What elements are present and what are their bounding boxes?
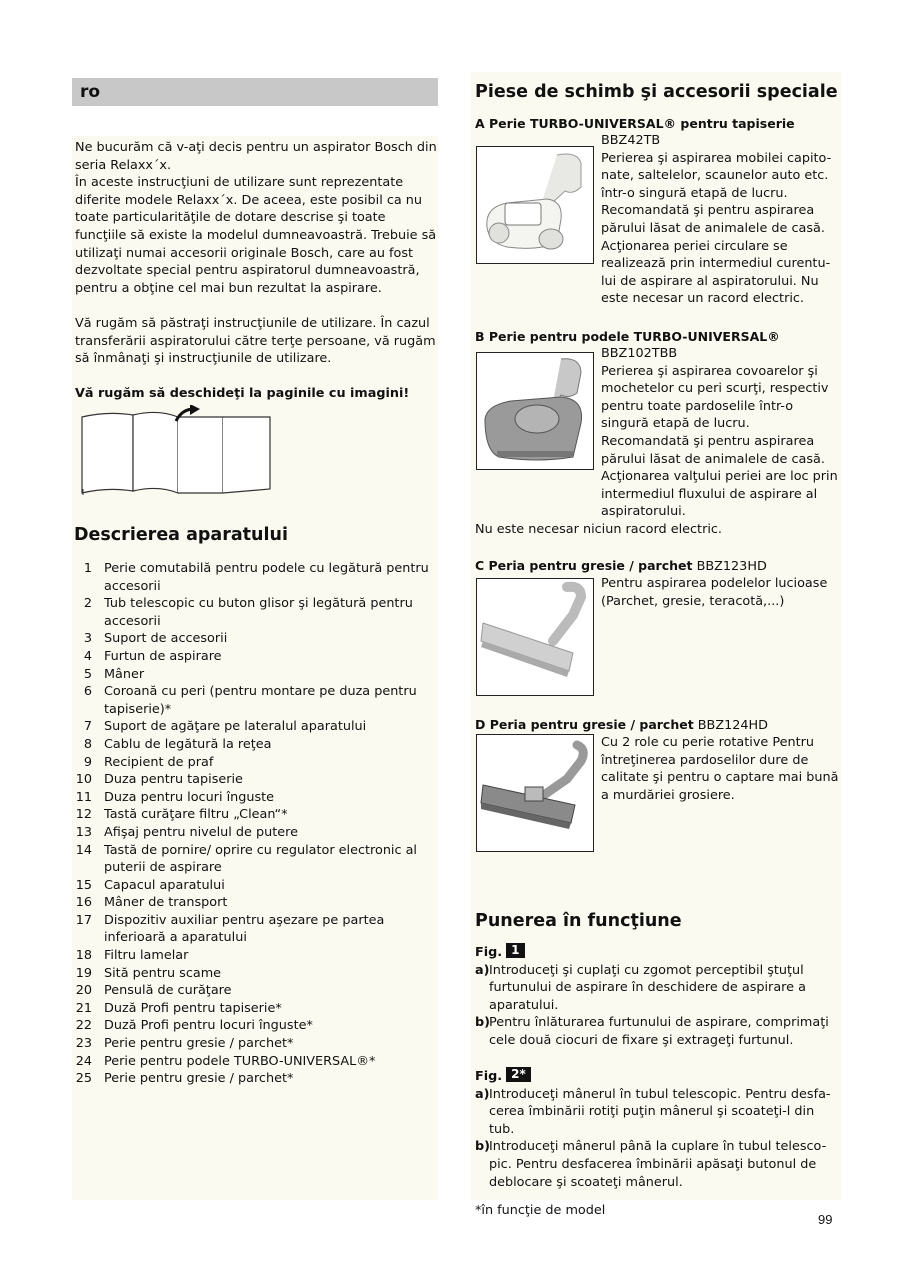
fig-label: Fig. (475, 945, 503, 960)
accessory-a-heading: A Perie TURBO-UNIVERSAL® pentru tapiserie (475, 116, 795, 131)
accessory-b-heading: B Perie pentru podele TURBO-UNIVERSAL® (475, 329, 780, 344)
accessory-c-heading: C Peria pentru gresie / parchet (475, 558, 693, 573)
list-item-text: Recipient de praf (104, 754, 214, 770)
intro-paragraph-2: În aceste instrucţiuni de utilizare sunt reprezentate diferite modele Relaxx´x. De aceea, este posibil ca nu toate particularităţile de dotare descrise şi toate funcţiile să existe la modelul dumneavoastră. Trebuie să utilizaţi numai accesorii originale Bosch, care au fost dezvoltate special pentru aspiratorul dumneavoastră, pentru a obţine cel mai bun rezultat la aspirare. (75, 175, 437, 296)
list-item (75, 1053, 437, 1071)
list-item-text: Perie pentru gresie / parchet* (104, 1036, 294, 1052)
step-label: a) (475, 1086, 490, 1102)
list-item-text: Duza pentru tapiserie (104, 772, 243, 788)
list-item-text: Suport de accesorii (104, 631, 228, 647)
list-item-number: 23 (75, 1036, 92, 1052)
accessory-b-description (601, 345, 839, 521)
accessory-a-text: Perierea şi aspirarea mobilei capito-nate, saltelelor, scaunelor auto etc. într-o singură etapă de lucru. Recomandată şi pentru aspirarea părului lăsat de animalele de casă. Acţionarea periei circulare se realizează prin intermediul curentu-lui de aspirare al aspiratorului. Nu este necesar un racord electric. (601, 150, 832, 307)
list-item-number: 24 (75, 1053, 92, 1069)
accessory-a-image (476, 146, 594, 264)
instruction-step (475, 1138, 839, 1191)
list-item-text: Duză Profi pentru locuri înguste* (104, 1018, 313, 1034)
intro-p1-text: Ne bucurăm că v-aţi decis pentru un aspirator Bosch din seria Relaxx´x. (75, 140, 437, 173)
instruction-step (475, 1086, 839, 1139)
list-item-text: Furtun de aspirare (104, 648, 222, 664)
list-item (75, 630, 437, 648)
list-item-text: Perie comutabilă pentru podele cu legătură pentru accesorii (104, 561, 429, 594)
list-item (75, 1070, 437, 1088)
list-item-number: 4 (83, 648, 92, 664)
list-item-text: Afişaj pentru nivelul de putere (104, 824, 298, 840)
list-item-text: Mâner (104, 666, 145, 682)
list-item-text: Pensulă de curăţare (104, 983, 232, 999)
list-item (75, 877, 437, 895)
description-list (75, 560, 437, 1088)
accessory-b-image (476, 352, 594, 470)
list-item (75, 718, 437, 736)
step-label: b) (475, 1015, 491, 1031)
list-item-text: Duză Profi pentru tapiserie* (104, 1000, 282, 1016)
list-item-number: 25 (75, 1071, 92, 1087)
accessory-d-image (476, 734, 594, 852)
list-item-text: Duza pentru locuri înguste (104, 789, 275, 805)
accessory-c-text: Pentru aspirarea podelelor lucioase (Parchet, gresie, teracotă,...) (601, 576, 828, 609)
list-item-number: 9 (83, 754, 92, 770)
intro-paragraph-1 (75, 139, 437, 174)
list-item (75, 789, 437, 807)
list-item-text: Suport de agăţare pe lateralul aparatului (104, 719, 367, 735)
list-item-number: 13 (75, 824, 92, 840)
step-label: a) (475, 962, 490, 978)
accessory-d-heading-line (475, 716, 768, 735)
accessory-d-text: Cu 2 role cu perie rotative Pentru întreţinerea pardoselilor dure de calitate şi pentru o captare mai bună a murdăriei grosiere. (601, 735, 839, 803)
list-item-number: 20 (75, 983, 92, 999)
list-item (75, 842, 437, 877)
list-item (75, 982, 437, 1000)
list-item-number: 1 (83, 561, 92, 576)
accessory-b-text: Perierea şi aspirarea covoarelor şi mochetelor cu peri scurţi, respectiv pentru toate pardoselile într-o singură etapă de lucru. Recomandată şi pentru aspirarea părului lăsat de animalele de casă. Acţionarea valţului periei are loc prin intermediul fluxului de aspirare al aspiratorului. (601, 363, 838, 520)
intro-section (75, 139, 437, 421)
list-item (75, 912, 437, 947)
language-tag: ro (72, 78, 438, 106)
step-label: b) (475, 1139, 491, 1155)
list-item-number: 11 (75, 789, 92, 805)
start-title: Punerea în funcţiune (475, 911, 682, 931)
list-item (75, 683, 437, 718)
list-item-text: Dispozitiv auxiliar pentru aşezare pe partea inferioară a aparatului (104, 912, 385, 946)
list-item-number: 3 (83, 631, 92, 647)
list-item-text: Capacul aparatului (104, 877, 225, 893)
list-item-text: Sită pentru scame (104, 965, 222, 981)
step-text: Pentru înlăturarea furtunului de aspirare, comprimaţi cele două ciocuri de fixare şi extrageţi furtunul. (489, 1015, 829, 1048)
list-item-text: Mâner de transport (104, 895, 228, 911)
accessory-d-code: BBZ124HD (697, 718, 769, 733)
list-item-text: Tastă curăţare filtru „Clean“* (104, 807, 288, 823)
figure-1-steps (475, 962, 839, 1050)
list-item (75, 560, 437, 595)
list-item-number: 7 (83, 719, 92, 735)
accessory-b-note: Nu este necesar niciun racord electric. (475, 522, 722, 537)
list-item-text: Tastă de pornire/ oprire cu regulator electronic al puterii de aspirare (104, 842, 417, 876)
list-item (75, 771, 437, 789)
spare-parts-title: Piese de schimb şi accesorii speciale (475, 82, 838, 102)
list-item-number: 12 (75, 807, 92, 823)
list-item (75, 736, 437, 754)
figure-2-label (475, 1067, 839, 1086)
fig-label: Fig. (475, 1069, 503, 1084)
list-item (75, 648, 437, 666)
list-item-text: Filtru lamelar (104, 948, 189, 964)
list-item (75, 824, 437, 842)
list-item-number: 15 (75, 877, 92, 893)
accessory-c-heading-line (475, 557, 767, 576)
list-item-text: Perie pentru podele TURBO-UNIVERSAL®* (104, 1053, 376, 1069)
list-item (75, 666, 437, 684)
accessory-d-heading: D Peria pentru gresie / parchet (475, 717, 694, 732)
accessory-b-code: BBZ102TBB (601, 346, 678, 361)
instruction-step (475, 962, 839, 1015)
list-item (75, 754, 437, 772)
open-book-illustration (78, 405, 278, 497)
list-item-number: 22 (75, 1018, 92, 1034)
footnote: *în funcţie de model (475, 1203, 606, 1218)
list-item (75, 1000, 437, 1018)
list-item-text: Cablu de legătură la reţea (104, 736, 272, 752)
accessory-a-code: BBZ42TB (601, 133, 661, 148)
instruction-step (475, 1014, 839, 1049)
list-item-number: 18 (75, 948, 92, 964)
list-item-number: 8 (83, 736, 92, 752)
list-item-number: 21 (75, 1000, 92, 1016)
list-item-number: 2 (83, 596, 92, 612)
list-item-number: 10 (75, 772, 92, 788)
list-item (75, 1035, 437, 1053)
list-item-number: 14 (75, 842, 92, 858)
step-text: Introduceţi mânerul până la cuplare în tubul telesco-pic. Pentru desfacerea îmbinării apăsaţi butonul de deblocare şi scoateţi mânerul. (489, 1139, 827, 1190)
accessory-c-image (476, 578, 594, 696)
list-item (75, 806, 437, 824)
figure-2-block (475, 1067, 839, 1191)
figure-1-block (475, 943, 839, 1050)
list-item-number: 16 (75, 895, 92, 911)
step-text: Introduceţi şi cuplaţi cu zgomot perceptibil ştuţul furtunului de aspirare în deschidere de aspirare a aparatului. (489, 962, 806, 1013)
list-item (75, 1017, 437, 1035)
list-item-number: 19 (75, 965, 92, 981)
figure-1-label (475, 943, 839, 962)
list-item (75, 595, 437, 630)
intro-paragraph-3: Vă rugăm să păstraţi instrucţiunile de utilizare. În cazul transferării aspiratorului către terţe persoane, vă rugăm să înmânaţi şi instrucţiunile de utilizare. (75, 315, 436, 367)
list-item-number: 17 (75, 912, 92, 928)
list-item (75, 894, 437, 912)
list-item-number: 5 (83, 666, 92, 682)
figure-1-number: 1 (506, 943, 524, 958)
list-item-number: 6 (83, 684, 92, 700)
figure-2-steps (475, 1086, 839, 1192)
description-title: Descrierea aparatului (74, 525, 288, 545)
open-pages-note: Vă rugăm să deschideţi la paginile cu imagini! (75, 386, 410, 402)
step-text: Introduceţi mânerul în tubul telescopic. Pentru desfa-cerea îmbinării rotiţi puţin mânerul şi scoateţi-l din tub. (489, 1086, 831, 1137)
list-item-text: Perie pentru gresie / parchet* (104, 1071, 294, 1087)
list-item (75, 947, 437, 965)
list-item-text: Tub telescopic cu buton glisor şi legătură pentru accesorii (104, 596, 413, 629)
figure-2-number: 2* (506, 1067, 531, 1082)
accessory-c-code: BBZ123HD (696, 559, 767, 574)
page-number: 99 (818, 1212, 833, 1227)
list-item (75, 965, 437, 983)
accessory-a-description (601, 132, 839, 308)
list-item-text: Coroană cu peri (pentru montare pe duza pentru tapiserie)* (104, 684, 417, 717)
